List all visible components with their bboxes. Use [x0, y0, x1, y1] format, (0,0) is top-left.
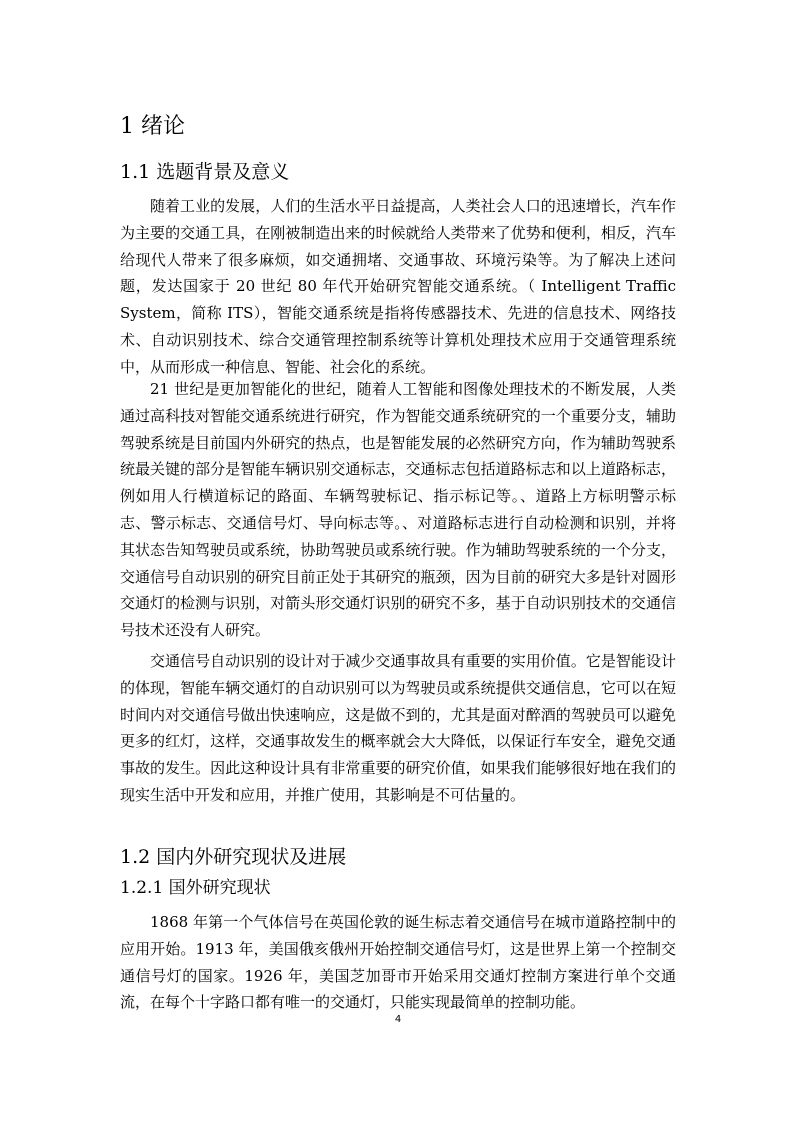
document-page — [120, 0, 676, 1122]
paragraph-background-3: 交通信号自动识别的设计对于减少交通事故具有重要的实用价值。它是智能设计的体现，智能车辆交通灯的自动识别可以为驾驶员或系统提供交通信息，它可以在短时间内对交通信号做出快速响应，这是做不到的，尤其是面对醉酒的驾驶员可以避免更多的红灯，这样，交通事故发生的概率就会大大降低，以保证行车安全，避免交通事故的发生。因此这种设计具有非常重要的研究价值，如果我们能够很好地在我们的现实生活中开发和应用，并推广使用，其影响是不可估量的。 — [120, 652, 676, 804]
paragraph-background-2: 21 世纪是更加智能化的世纪，随着人工智能和图像处理技术的不断发展，人类通过高科技对智能交通系统进行研究，作为智能交通系统研究的一个重要分支，辅助驾驶系统是目前国内外研究的热点，也是智能发展的必然研究方向，作为辅助驾驶系统最关键的部分是智能车辆识别交通标志，交通标志包括道路标志和以上道路标志，例如用人行横道标记的路面、车辆驾驶标记、指示标记等。、道路上方标明警示标志、警示标志、交通信号灯、导向标志等。、对道路标志进行自动检测和识别，并将其状态告知驾驶员或系统，协助驾驶员或系统行驶。作为辅助驾驶系统的一个分支，交通信号自动识别的研究目前正处于其研究的瓶颈，因为目前的研究大多是针对圆形交通灯的检测与识别，对箭头形交通灯识别的研究不多，基于自动识别技术的交通信号技术还没有人研究。 — [120, 380, 676, 640]
page-number: 4 — [394, 1014, 402, 1025]
chapter-title: 1 绪论 — [120, 114, 185, 139]
paragraph-foreign-research: 1868 年第一个气体信号在英国伦敦的诞生标志着交通信号在城市道路控制中的应用开始。1913 年，美国俄亥俄州开始控制交通信号灯，这是世界上第一个控制交通信号灯的国家。1926 年，美国芝加哥市开始采用交通灯控制方案进行单个交通流，在每个十字路口都有唯一的交通灯，只能实现最简单的控制功能。 — [120, 913, 676, 1012]
section-heading-1-1: 1.1 选题背景及意义 — [120, 161, 290, 183]
section-heading-1-2: 1.2 国内外研究现状及进展 — [120, 846, 347, 868]
paragraph-background-1: 随着工业的发展，人们的生活水平日益提高，人类社会人口的迅速增长，汽车作为主要的交通工具，在刚被制造出来的时候就给人类带来了优势和便利，相反，汽车给现代人带来了很多麻烦，如交通拥堵、交通事故、环境污染等。为了解决上述问题，发达国家于 20 世纪 80 年代开始研究智能交通系统。（ Intelligent Traffic System，简称 ITS），智能交通系统是指将传感器技术、先进的信息技术、网络技术、自动识别技术、综合交通管理控制系统等计算机处理技术应用于交通管理系统中，从而形成一种信息、智能、社会化的系统。 — [120, 197, 676, 376]
subsection-heading-1-2-1: 1.2.1 国外研究现状 — [120, 878, 271, 898]
